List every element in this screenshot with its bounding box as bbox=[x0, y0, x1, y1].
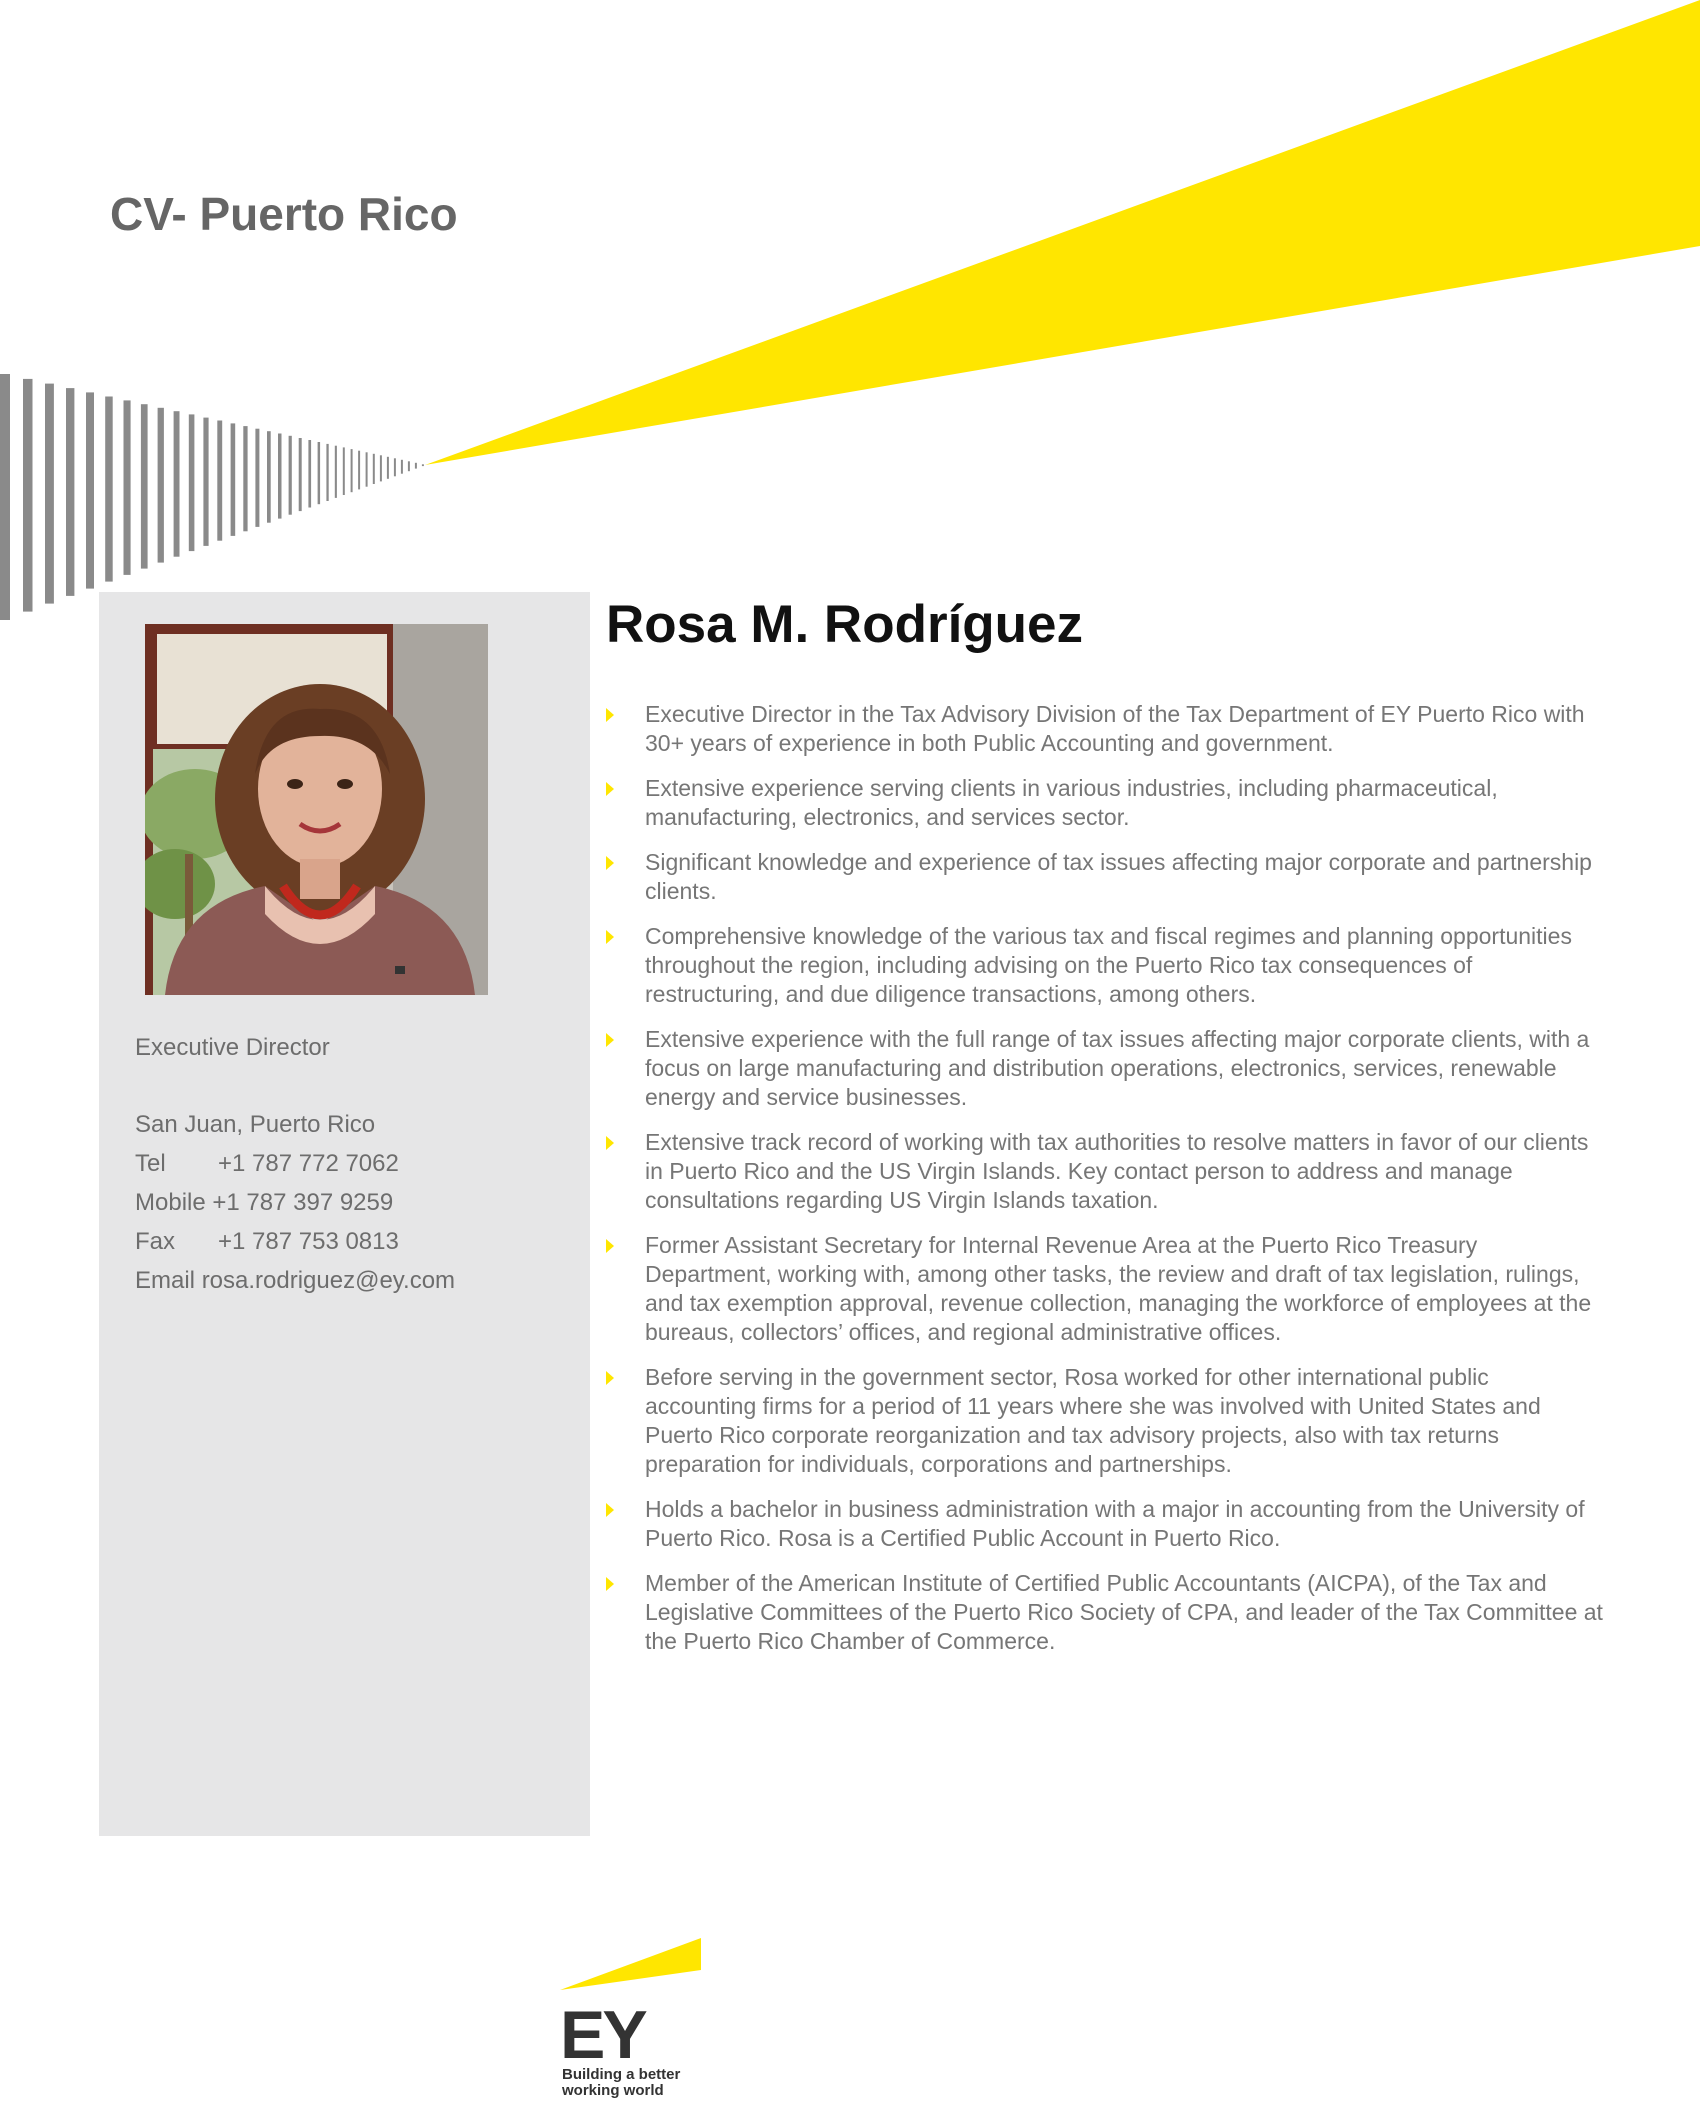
stripe bbox=[289, 436, 292, 515]
triangle-bullet-icon bbox=[606, 856, 614, 870]
contact-mobile bbox=[135, 1183, 455, 1222]
list-item bbox=[606, 700, 1606, 758]
triangle-bullet-icon bbox=[606, 1239, 614, 1253]
yellow-beam bbox=[425, 0, 1700, 465]
portrait-photo bbox=[145, 624, 488, 995]
stripe bbox=[373, 454, 375, 484]
list-item-text: Extensive track record of working with tax authorities to resolve matters in favor of our clients in Puerto Rico and the US Virgin Islands. Key contact person to address and manage consultations regarding US Virgin Islands taxation. bbox=[645, 1129, 1589, 1213]
stripe bbox=[408, 461, 410, 471]
email-value[interactable]: rosa.rodriguez@ey.com bbox=[201, 1267, 456, 1294]
triangle-bullet-icon bbox=[606, 1371, 614, 1385]
stripe bbox=[299, 438, 302, 511]
triangle-bullet-icon bbox=[606, 708, 614, 722]
stripe bbox=[335, 446, 337, 498]
location: San Juan, Puerto Rico bbox=[135, 1111, 376, 1138]
list-item-text: Former Assistant Secretary for Internal Revenue Area at the Puerto Rico Treasury Department, working with, among other tasks, the review and draft of tax legislation, rulings, and tax exemption approval, revenue collection, managing the workforce of employees at the bureaus, collectors’ offices, and regional administrative offices. bbox=[645, 1232, 1592, 1345]
job-title: Executive Director bbox=[135, 1034, 330, 1061]
stripe bbox=[351, 449, 353, 492]
gray-stripes bbox=[0, 374, 424, 620]
logo-beam bbox=[560, 1938, 701, 1990]
fax-label: Fax bbox=[135, 1228, 176, 1255]
tel-label: Tel bbox=[135, 1150, 166, 1177]
stripe bbox=[124, 400, 131, 575]
stripe bbox=[23, 379, 33, 612]
person-name: Rosa M. Rodríguez bbox=[606, 595, 1084, 654]
stripe bbox=[422, 464, 424, 466]
stripe bbox=[141, 404, 148, 568]
stripe bbox=[326, 444, 328, 501]
stripe bbox=[217, 421, 222, 541]
stripe bbox=[278, 434, 282, 519]
contact-fax bbox=[135, 1222, 455, 1261]
stripe bbox=[231, 423, 236, 536]
stripe bbox=[66, 388, 74, 596]
stripe bbox=[358, 451, 360, 490]
stripe bbox=[394, 458, 396, 476]
list-item bbox=[606, 1495, 1606, 1553]
triangle-bullet-icon bbox=[606, 1033, 614, 1047]
stripe bbox=[343, 447, 345, 495]
list-item-text: Extensive experience with the full range of tax issues affecting major corporate clients, with a focus on large manufacturing and distribution operations, electronics, services, renewable energy and service businesses. bbox=[645, 1026, 1590, 1110]
list-item bbox=[606, 774, 1606, 832]
stripe bbox=[86, 392, 94, 588]
stripe bbox=[255, 429, 259, 527]
mobile-value: +1 787 397 9259 bbox=[212, 1189, 394, 1216]
list-item-text: Holds a bachelor in business administration with a major in accounting from the University of Puerto Rico. Rosa is a Certified Public Account in Puerto Rico. bbox=[645, 1496, 1585, 1551]
logo-text: EY bbox=[560, 1997, 645, 2073]
list-item bbox=[606, 1128, 1606, 1215]
triangle-bullet-icon bbox=[606, 1503, 614, 1517]
list-item-text: Executive Director in the Tax Advisory Division of the Tax Department of EY Puerto Rico with 30+ years of experience in both Public Accounting and government. bbox=[645, 701, 1585, 756]
list-item-text: Before serving in the government sector, Rosa worked for other international public accounting firms for a period of 11 years where she was involved with United States and Puerto Rico corporate reorganization and tax advisory projects, also with tax returns preparation for individuals, corporations and partnerships. bbox=[645, 1364, 1541, 1477]
stripe bbox=[380, 455, 382, 481]
header-beam-graphic bbox=[0, 0, 1700, 640]
list-item bbox=[606, 922, 1606, 1009]
stripe bbox=[0, 374, 10, 620]
fax-value: +1 787 753 0813 bbox=[218, 1228, 399, 1255]
email-label: Email bbox=[135, 1267, 196, 1294]
stripe bbox=[318, 442, 321, 504]
list-item-text: Member of the American Institute of Certified Public Accountants (AICPA), of the Tax and Legislative Committees of the Puerto Rico Society of CPA, and leader of the Tax Committee at the Puerto Rico Chamber of Commerce. bbox=[645, 1570, 1603, 1654]
list-item-text: Significant knowledge and experience of tax issues affecting major corporate and partnership clients. bbox=[645, 849, 1592, 904]
list-item bbox=[606, 848, 1606, 906]
list-item bbox=[606, 1025, 1606, 1112]
stripe bbox=[267, 431, 271, 523]
stripe bbox=[158, 408, 164, 563]
stripe bbox=[415, 463, 417, 469]
stripe bbox=[243, 426, 247, 531]
contact-tel bbox=[135, 1144, 455, 1183]
stripe bbox=[203, 418, 208, 546]
experience-list bbox=[606, 700, 1606, 1672]
list-item bbox=[606, 1569, 1606, 1656]
stripe bbox=[45, 384, 54, 604]
list-item bbox=[606, 1363, 1606, 1479]
list-item-text: Comprehensive knowledge of the various tax and fiscal regimes and planning opportunities throughout the region, including advising on the Puerto Rico tax consequences of restructuring, and due diligence transactions, among others. bbox=[645, 923, 1572, 1007]
triangle-bullet-icon bbox=[606, 930, 614, 944]
stripe bbox=[308, 440, 311, 508]
stripe bbox=[366, 452, 368, 486]
triangle-bullet-icon bbox=[606, 782, 614, 796]
mobile-label: Mobile bbox=[135, 1189, 206, 1216]
ey-tagline: Building a better working world bbox=[562, 2066, 681, 2099]
list-item bbox=[606, 1231, 1606, 1347]
tel-value: +1 787 772 7062 bbox=[218, 1150, 399, 1177]
page-title: CV- Puerto Rico bbox=[110, 188, 458, 240]
stripe bbox=[105, 397, 113, 582]
triangle-bullet-icon bbox=[606, 1136, 614, 1150]
triangle-bullet-icon bbox=[606, 1577, 614, 1591]
contact-details bbox=[135, 1028, 455, 1300]
list-item-text: Extensive experience serving clients in various industries, including pharmaceutical, manufacturing, electronics, and services sector. bbox=[645, 775, 1498, 830]
stripe bbox=[174, 411, 180, 557]
stripe bbox=[387, 457, 389, 479]
contact-email bbox=[135, 1261, 455, 1300]
stripe bbox=[189, 414, 195, 551]
stripe bbox=[401, 460, 403, 474]
